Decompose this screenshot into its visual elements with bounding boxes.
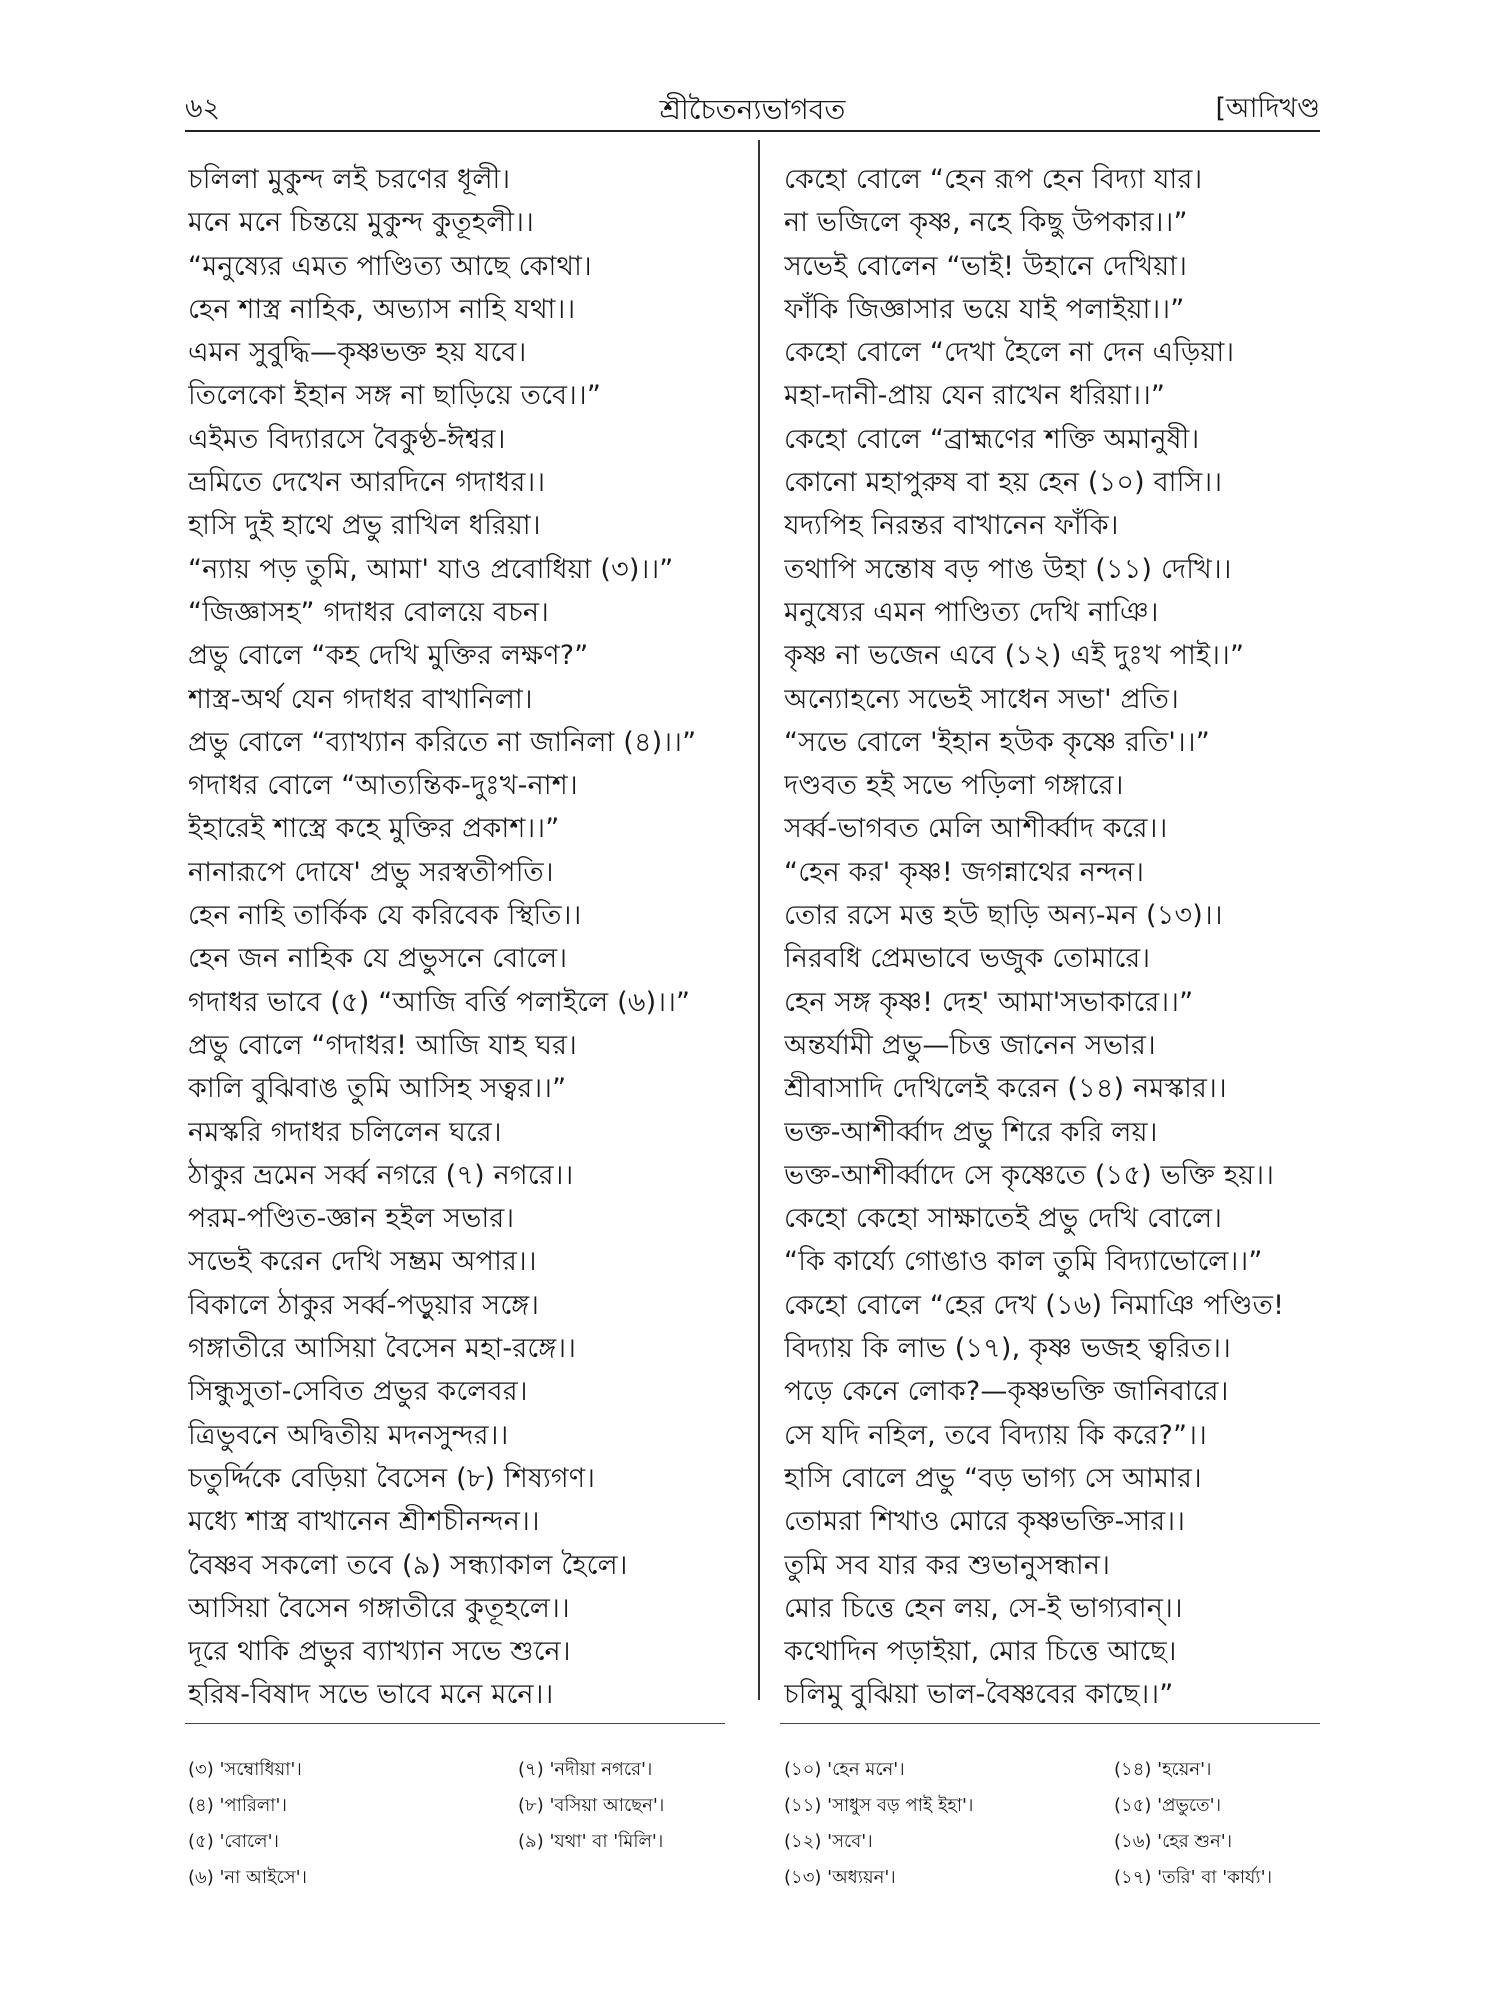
verse-line: হরিষ-বিষাদ সভে ভাবে মনে মনে।। [188,1679,554,1711]
verse-line: অন্তর্যামী প্রভু—চিত্ত জানেন সভার। [784,1029,1156,1061]
column-divider [758,140,760,1700]
verse-line: ত্রিভুবনে অদ্বিতীয় মদনসুন্দর।। [188,1419,509,1451]
footnote: (৬) 'না আইসে'। [188,1867,307,1888]
verse-line: প্রভু বোলে “গদাধর! আজি যাহ ঘর। [188,1029,577,1061]
verse-line: দণ্ডবত হই সভে পড়িলা গঙ্গারে। [784,770,1124,802]
footnotes-right-col-a [784,1752,973,1896]
verse-line: ভক্ত-আশীর্ব্বাদে সে কৃষ্ণেতে (১৫) ভক্তি হয়।। [784,1159,1275,1191]
footnotes-left-col-a [188,1752,307,1896]
verse-line: কৃষ্ণ না ভজেন এবে (১২) এই দুঃখ পাই।।” [784,640,1245,672]
section-name: [আদিখণ্ড [1215,93,1320,124]
verse-line: তোর রসে মত্ত হউ ছাড়ি অন্য-মন (১৩)।। [784,900,1223,932]
footnote: (৩) 'সম্বোধিয়া'। [188,1759,302,1780]
header-rule [185,130,1320,132]
verse-line: মোর চিত্তে হেন লয়, সে-ই ভাগ্যবান্।। [784,1592,1183,1624]
page-number: ৬২ [185,93,221,124]
verse-line: কথোদিন পড়াইয়া, মোর চিত্তে আছে। [784,1636,1177,1668]
verse-line: কেহো কেহো সাক্ষাতেই প্রভু দেখি বোলে। [784,1203,1223,1235]
verse-line: এমন সুবুদ্ধি—কৃষ্ণভক্ত হয় যবে। [188,337,527,369]
verse-line: প্রভু বোলে “কহ দেখি মুক্তির লক্ষণ?” [188,640,589,672]
verse-line: নানারূপে দোষে' প্রভু সরস্বতীপতি। [188,856,554,888]
verse-line: পড়ে কেনে লোক?—কৃষ্ণভক্তি জানিবারে। [784,1376,1229,1408]
verse-line: শাস্ত্র-অর্থ যেন গদাধর বাখানিলা। [188,683,533,715]
verse-line: হেন শাস্ত্র নাহিক, অভ্যাস নাহি যথা।। [188,293,576,325]
verse-line: হেন জন নাহিক যে প্রভুসনে বোলে। [188,943,568,975]
footnote: (১৬) 'হের শুন'। [1114,1831,1233,1852]
verse-line: তোমরা শিখাও মোরে কৃষ্ণভক্তি-সার।। [784,1506,1186,1538]
verse-line: “জিজ্ঞাসহ” গদাধর বোলয়ে বচন। [188,596,550,628]
footnote: (১০) 'হেন মনে'। [784,1759,905,1780]
verse-line: চতুর্দ্দিকে বেড়িয়া বৈসেন (৮) শিষ্যগণ। [188,1462,596,1494]
verse-line: হেন সঙ্গ কৃষ্ণ! দেহ' আমা'সভাকারে।।” [784,986,1194,1018]
verse-line: “সভে বোলে 'ইহান হউক কৃষ্ণে রতি'।।” [784,726,1210,758]
page-header [185,88,1320,128]
verse-line: অন্যোহন্যে সভেই সাধেন সভা' প্রতি। [784,683,1179,715]
verse-line: বিকালে ঠাকুর সর্ব্ব-পড়ুয়ার সঙ্গে। [188,1289,540,1321]
verse-line: প্রভু বোলে “ব্যাখ্যান করিতে না জানিলা (৪)।।” [188,726,697,758]
left-verse-column [188,158,768,1717]
verse-line: ভ্রমিতে দেখেন আরদিনে গদাধর।। [188,467,546,499]
verse-line: ভক্ত-আশীর্ব্বাদ প্রভু শিরে করি লয়। [784,1116,1158,1148]
verse-line: মহা-দানী-প্রায় যেন রাখেন ধরিয়া।।” [784,380,1166,412]
verse-line: সভেই বোলেন “ভাই! উহানে দেখিয়া। [784,250,1188,282]
verse-line: তিলেকো ইহান সঙ্গ না ছাড়িয়ে তবে।।” [188,380,602,412]
verse-line: কোনো মহাপুরুষ বা হয় হেন (১০) বাসি।। [784,467,1223,499]
verse-line: তুমি সব যার কর শুভানুসন্ধান। [784,1549,1111,1581]
footnote: (৯) 'যথা' বা 'মিলি'। [518,1831,664,1852]
footnotes-right-col-b [1114,1752,1272,1896]
verse-line: না ভজিলে কৃষ্ণ, নহে কিছু উপকার।।” [784,207,1188,239]
verse-line: যদ্যপিহ নিরন্তর বাখানেন ফাঁকি। [784,510,1119,542]
footnote: (১৩) 'অধ্যয়ন'। [784,1867,896,1888]
verse-line: ঠাকুর ভ্রমেন সর্ব্ব নগরে (৭) নগরে।। [188,1159,574,1191]
verse-line: “কি কার্য্যে গোঙাও কাল তুমি বিদ্যাভোলে।।” [784,1246,1263,1278]
footnote-rule-left [185,1723,725,1724]
verse-line: পরম-পণ্ডিত-জ্ঞান হইল সভার। [188,1203,515,1235]
verse-line: দূরে থাকি প্রভুর ব্যাখ্যান সভে শুনে। [188,1636,571,1668]
verse-line: চলিলা মুকুন্দ লই চরণের ধূলী। [188,164,511,195]
verse-line: ফাঁকি জিজ্ঞাসার ভয়ে যাই পলাইয়া।।” [784,293,1185,325]
verse-line: গদাধর বোলে “আত্যন্তিক-দুঃখ-নাশ। [188,770,578,802]
verse-line: চলিমু বুঝিয়া ভাল-বৈষ্ণবের কাছে।।” [784,1679,1174,1711]
footnote: (১৫) 'প্রভুতে'। [1114,1795,1222,1816]
verse-line: মনুষ্যের এমন পাণ্ডিত্য দেখি নাঞি। [784,596,1159,628]
verse-line: বিদ্যায় কি লাভ (১৭), কৃষ্ণ ভজহ ত্বরিত।। [784,1333,1231,1365]
verse-line: নমস্করি গদাধর চলিলেন ঘরে। [188,1116,502,1148]
footnotes-left-col-b [518,1752,664,1860]
footnote: (১৭) 'তরি' বা 'কার্য্য'। [1114,1867,1273,1888]
page-title: শ্রীচৈতন্যভাগবত [659,93,846,126]
verse-line: মনে মনে চিন্তয়ে মুকুন্দ কুতূহলী।। [188,207,534,239]
verse-line: হাসি দুই হাথে প্রভু রাখিল ধরিয়া। [188,510,541,542]
verse-line: বৈষ্ণব সকলো তবে (৯) সন্ধ্যাকাল হৈলে। [188,1549,628,1581]
verse-line: ইহারেই শাস্ত্রে কহে মুক্তির প্রকাশ।।” [188,813,560,845]
footnote: (৮) 'বসিয়া আছেন'। [518,1795,665,1816]
verse-line: তথাপি সন্তোষ বড় পাঙ উহা (১১) দেখি।। [784,553,1232,585]
verse-line: “ন্যায় পড় তুমি, আমা' যাও প্রবোধিয়া (৩)।।” [188,553,674,585]
right-verse-column [784,158,1364,1717]
footnote: (১৪) 'হয়েন'। [1114,1759,1212,1780]
verse-line: গঙ্গাতীরে আসিয়া বৈসেন মহা-রঙ্গে।। [188,1333,577,1365]
verse-line: এইমত বিদ্যারসে বৈকুণ্ঠ-ঈশ্বর। [188,423,506,455]
verse-line: সিন্ধুসুতা-সেবিত প্রভুর কলেবর। [188,1376,528,1408]
footnote: (১২) 'সবে'। [784,1831,873,1852]
verse-line: কেহো বোলে “হেন রূপ হেন বিদ্যা যার। [784,164,1203,195]
verse-line: হাসি বোলে প্রভু “বড় ভাগ্য সে আমার। [784,1462,1202,1494]
verse-line: সে যদি নহিল, তবে বিদ্যায় কি করে?”।। [784,1419,1207,1451]
verse-line: সভেই করেন দেখি সম্ভ্রম অপার।। [188,1246,537,1278]
footnote: (৪) 'পারিলা'। [188,1795,287,1816]
verse-line: কেহো বোলে “দেখা হৈলে না দেন এড়িয়া। [784,337,1235,369]
verse-line: নিরবধি প্রেমভাবে ভজুক তোমারে। [784,943,1151,975]
verse-line: “হেন কর' কৃষ্ণ! জগন্নাথের নন্দন। [784,856,1145,888]
verse-line: হেন নাহি তার্কিক যে করিবেক স্থিতি।। [188,900,582,932]
verse-line: কালি বুঝিবাঙ তুমি আসিহ সত্বর।।” [188,1073,567,1105]
verse-line: আসিয়া বৈসেন গঙ্গাতীরে কুতূহলে।। [188,1592,570,1624]
verse-line: সর্ব্ব-ভাগবত মেলি আশীর্ব্বাদ করে।। [784,813,1168,845]
verse-line: শ্রীবাসাদি দেখিলেই করেন (১৪) নমস্কার।। [784,1073,1227,1105]
footnote: (৭) 'নদীয়া নগরে'। [518,1759,653,1780]
footnote: (৫) 'বোলে'। [188,1831,279,1852]
footnote-rule-right [780,1723,1320,1724]
verse-line: মধ্যে শাস্ত্র বাখানেন শ্রীশচীনন্দন।। [188,1506,540,1538]
verse-line: “মনুষ্যের এমত পাণ্ডিত্য আছে কোথা। [188,250,592,282]
verse-line: কেহো বোলে “ব্রাহ্মণের শক্তি অমানুষী। [784,423,1200,455]
verse-line: গদাধর ভাবে (৫) “আজি বর্ত্তি পলাইলে (৬)।।” [188,986,691,1018]
verse-line: কেহো বোলে “হের দেখ (১৬) নিমাঞি পণ্ডিত! [784,1289,1285,1321]
footnote: (১১) 'সাধুস বড় পাই ইহা'। [784,1795,974,1816]
